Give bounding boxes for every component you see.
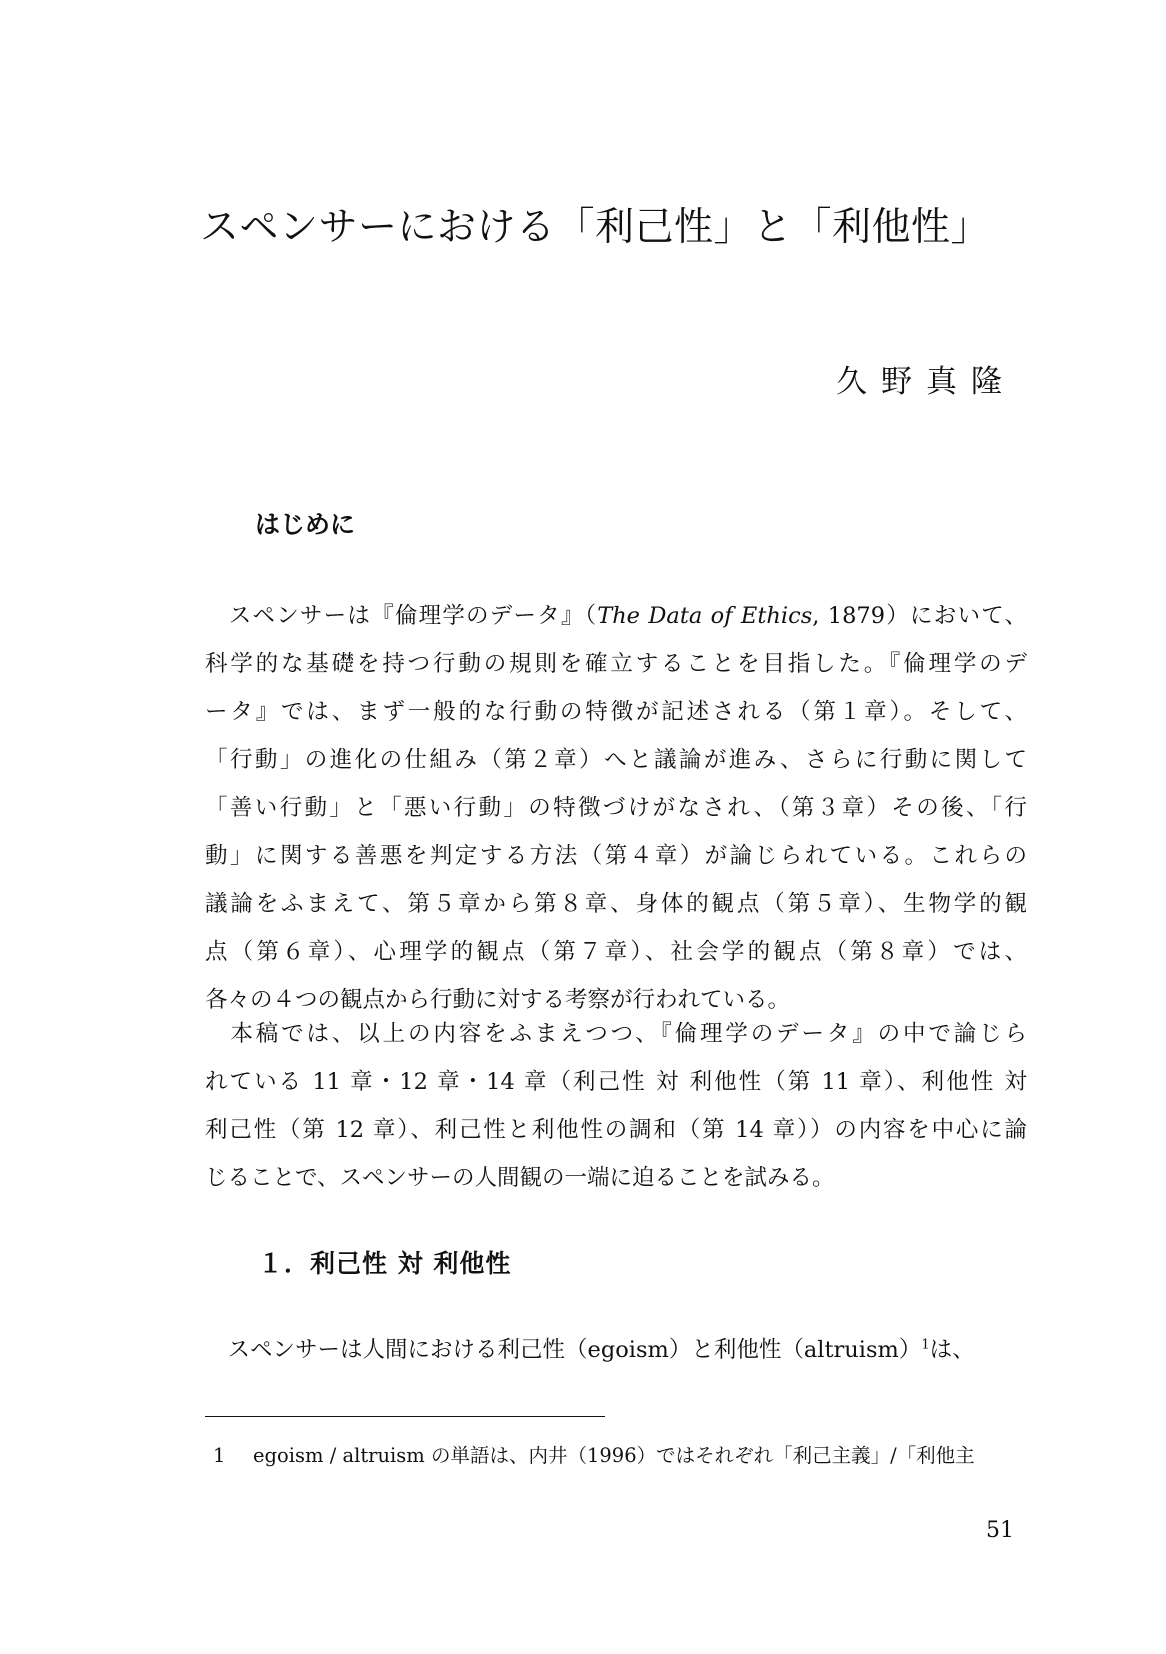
paragraph-line: 点（第６章）、心理学的観点（第７章）、社会学的観点（第８章）では、: [205, 939, 1027, 965]
paragraph-line: スペンサーは人間における利己性（egoism）と利他性（altruism）$^1$は、: [227, 1337, 975, 1363]
intro-paragraph-2: [205, 1010, 1027, 1202]
paragraph-line: 動」に関する善悪を判定する方法（第４章）が論じられている。これらの: [205, 843, 1027, 869]
paragraph-line: じることで、スペンサーの人間観の一端に迫ることを試みる。: [205, 1165, 835, 1191]
paragraph-line: 議論をふまえて、第５章から第８章、身体的観点（第５章）、生物学的観: [205, 891, 1027, 917]
paragraph-line: ータ』では、まず一般的な行動の特徴が記述される（第１章）。そして、: [205, 699, 1027, 725]
paragraph-line: 「善い行動」と「悪い行動」の特徴づけがなされ、（第３章）その後、「行: [205, 795, 1027, 821]
intro-heading: はじめに: [255, 510, 356, 539]
paragraph-line: 各々の４つの観点から行動に対する考察が行われている。: [205, 987, 791, 1013]
footnote-reference[interactable]: 1: [921, 1337, 930, 1353]
author-name: 久野真隆: [836, 364, 1016, 400]
paragraph-line: 「行動」の進化の仕組み（第２章）へと議論が進み、さらに行動に関して: [205, 747, 1027, 773]
section-1-paragraph: [205, 1326, 1027, 1374]
article-title: スペンサーにおける「利己性」と「利他性」: [200, 205, 991, 250]
paragraph-line: 利己性（第 12 章）、利己性と利他性の調和（第 14 章））の内容を中心に論: [205, 1117, 1027, 1143]
paragraph-line: れている 11 章・12 章・14 章（利己性 対 利他性（第 11 章）、利他性 対: [205, 1069, 1027, 1095]
footnote-divider: [205, 1416, 605, 1417]
section-1-heading: １．利己性 対 利他性: [258, 1249, 512, 1278]
paragraph-line: 本稿では、以上の内容をふまえつつ、『倫理学のデータ』の中で論じら: [230, 1021, 1027, 1047]
book-title-italic: The Data of Ethics: [597, 603, 813, 629]
paragraph-line: スペンサーは『倫理学のデータ』（The Data of Ethics, 1879）において、: [228, 603, 1027, 629]
paragraph-line: 科学的な基礎を持つ行動の規則を確立することを目指した。『倫理学のデ: [205, 651, 1027, 677]
footnote-number: 1: [213, 1444, 226, 1467]
intro-paragraph-1: [205, 592, 1027, 1024]
footnote: [213, 1440, 1027, 1472]
footnote-text: egoism / altruism の単語は、内井（1996）ではそれぞれ「利己主義」/「利他主: [253, 1444, 975, 1467]
page-number: 51: [986, 1518, 1014, 1543]
